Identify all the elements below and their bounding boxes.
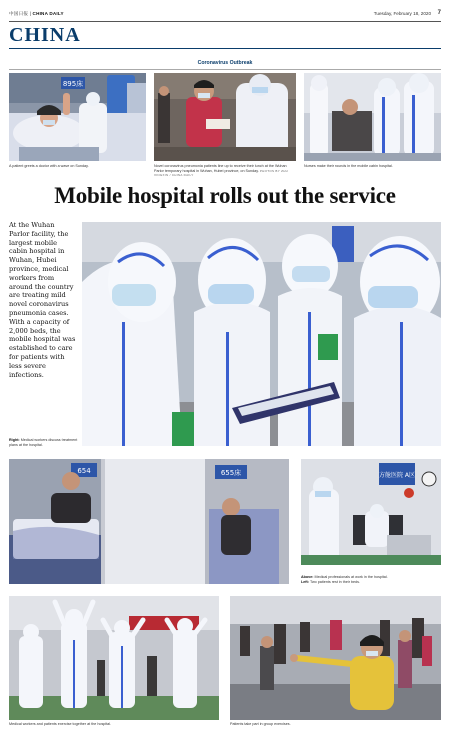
caption-top-3: Nurses make their rounds in the mobile cabin hospital. (304, 164, 393, 168)
section-title: CHINA (9, 24, 81, 46)
kicker: Coronavirus Outbreak (197, 60, 253, 66)
bed-sign-654: 654 (77, 467, 91, 475)
caption-above-text: Medical professionals at work in the hospital. (314, 575, 388, 579)
caption-middle (301, 575, 441, 584)
kicker-rule (9, 69, 441, 70)
caption-main (9, 438, 79, 447)
caption-top-1: A patient greets a doctor with a wave on Sunday. (9, 164, 89, 168)
caption-top-2-text: Novel coronavirus pneumonia patients line up to receive their lunch at the Wuhan Parlor temporary hospital in Wuhan, Hubei province, on Sunday. (154, 164, 287, 173)
photo-credit: PHOTOS BY ZHU XINGXIN / CHINA DAILY (154, 168, 289, 178)
caption-main-text: Medical workers discuss treatment plans at the hospital. (9, 438, 78, 447)
caption-main-label: Right: (9, 438, 20, 442)
issue-date: Tuesday, February 18, 2020 (373, 11, 431, 16)
headline: Mobile hospital rolls out the service (54, 183, 396, 208)
bed-sign-655: 655床 (220, 469, 242, 477)
ward-sign-895: 895床 (62, 80, 84, 88)
photo-professionals-at-work (301, 459, 441, 565)
caption-left-text: Two patients rest in their beds. (309, 579, 360, 584)
photo-group-exercises (230, 596, 441, 720)
section-rule (9, 48, 441, 49)
page-number: 7 (437, 10, 441, 16)
caption-bottom-2: Patients take part in group exercises. (230, 722, 291, 726)
caption-bottom-1: Medical workers and patients exercise together at the hospital. (9, 722, 112, 726)
photo-exercise-together (9, 596, 219, 720)
photo-lunch-line (154, 73, 296, 161)
caption-above-label: Above: (301, 575, 314, 579)
header-rule (9, 21, 441, 22)
lede-paragraph: At the Wuhan Parlor facility, the largest mobile cabin hospital in Wuhan, Hubei province, medical workers from around the country are treating mild novel coronavirus pneumonia cases. With a capacity of 2,000 beds, the mobile hospital was established to care for patients with less severe infections. (9, 221, 76, 379)
photo-medical-workers-discuss (82, 222, 441, 446)
publication-name-en: CHINA DAILY (32, 11, 64, 16)
photo-patient-waving (9, 73, 146, 161)
publication-name-cn: 中国日报 (9, 11, 29, 16)
publication-name: 中国日报 | CHINA DAILY (9, 11, 64, 16)
caption-top-2 (154, 164, 296, 178)
zone-sign: 方舱医院 A区 (378, 472, 416, 479)
photo-nurses-rounds (304, 73, 441, 161)
caption-left-label: Left: (301, 579, 309, 584)
photo-patients-resting (9, 459, 289, 584)
page-header (9, 9, 441, 19)
